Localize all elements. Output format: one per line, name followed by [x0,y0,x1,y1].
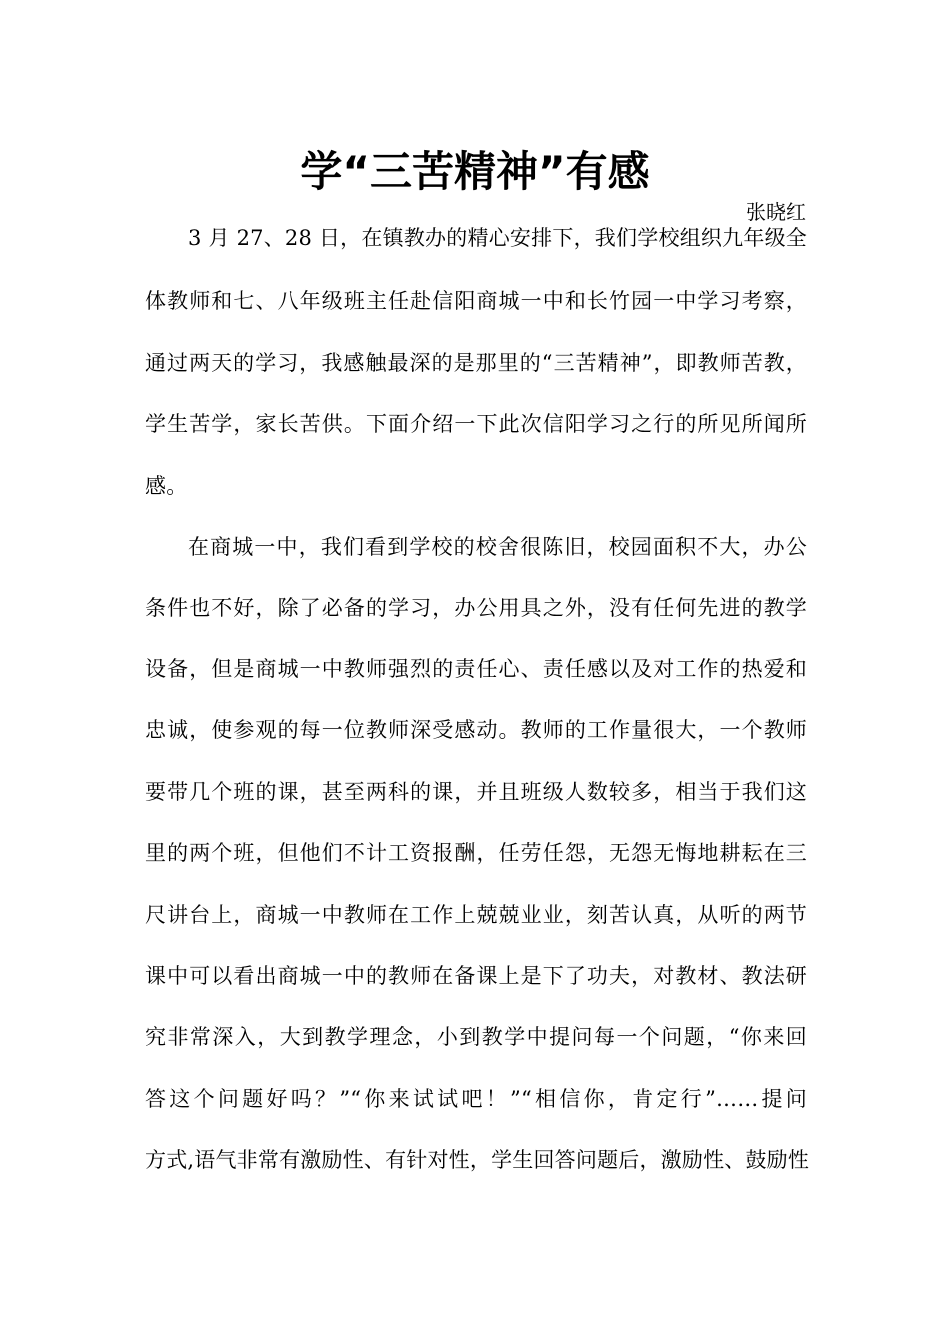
paragraph-1-line-1: 3 月 27、28 日，在镇教办的精心安排下，我们学校组织九年级全 [188,226,807,250]
author-name: 张晓红 [746,200,806,224]
paragraph-2-line-2: 条件也不好，除了必备的学习，办公用具之外，没有任何先进的教学 [145,596,807,620]
paragraph-2-line-9: 究非常深入，大到教学理念，小到教学中提问每一个问题，“你来回 [145,1025,807,1049]
paragraph-2-line-8: 课中可以看出商城一中的教师在备课上是下了功夫，对教材、教法研 [145,964,807,988]
paragraph-2-line-1: 在商城一中，我们看到学校的校舍很陈旧，校园面积不大，办公 [188,535,807,559]
paragraph-1-line-3: 通过两天的学习，我感触最深的是那里的“三苦精神”，即教师苦教， [145,351,807,375]
paragraph-2-line-10: 答这个问题好吗？”“你来试试吧！”“相信你，肯定行”……提问 [145,1087,807,1111]
paragraph-2-line-6: 里的两个班，但他们不计工资报酬，任劳任怨，无怨无悔地耕耘在三 [145,841,807,865]
paragraph-1-line-4: 学生苦学，家长苦供。下面介绍一下此次信阳学习之行的所见所闻所 [145,412,807,436]
paragraph-2-line-7: 尺讲台上，商城一中教师在工作上兢兢业业，刻苦认真，从听的两节 [145,903,807,927]
document-title: 学“三苦精神”有感 [300,147,650,196]
paragraph-2-line-5: 要带几个班的课，甚至两科的课，并且班级人数较多，相当于我们这 [145,780,807,804]
paragraph-2-line-11: 方式,语气非常有激励性、有针对性，学生回答问题后，激励性、鼓励性 [145,1148,810,1172]
paragraph-2-line-4: 忠诚，使参观的每一位教师深受感动。教师的工作量很大，一个教师 [145,718,807,742]
paragraph-1-line-2: 体教师和七、八年级班主任赴信阳商城一中和长竹园一中学习考察， [145,289,807,313]
paragraph-2-line-3: 设备，但是商城一中教师强烈的责任心、责任感以及对工作的热爱和 [145,657,807,681]
paragraph-1-line-5: 感。 [145,474,188,498]
